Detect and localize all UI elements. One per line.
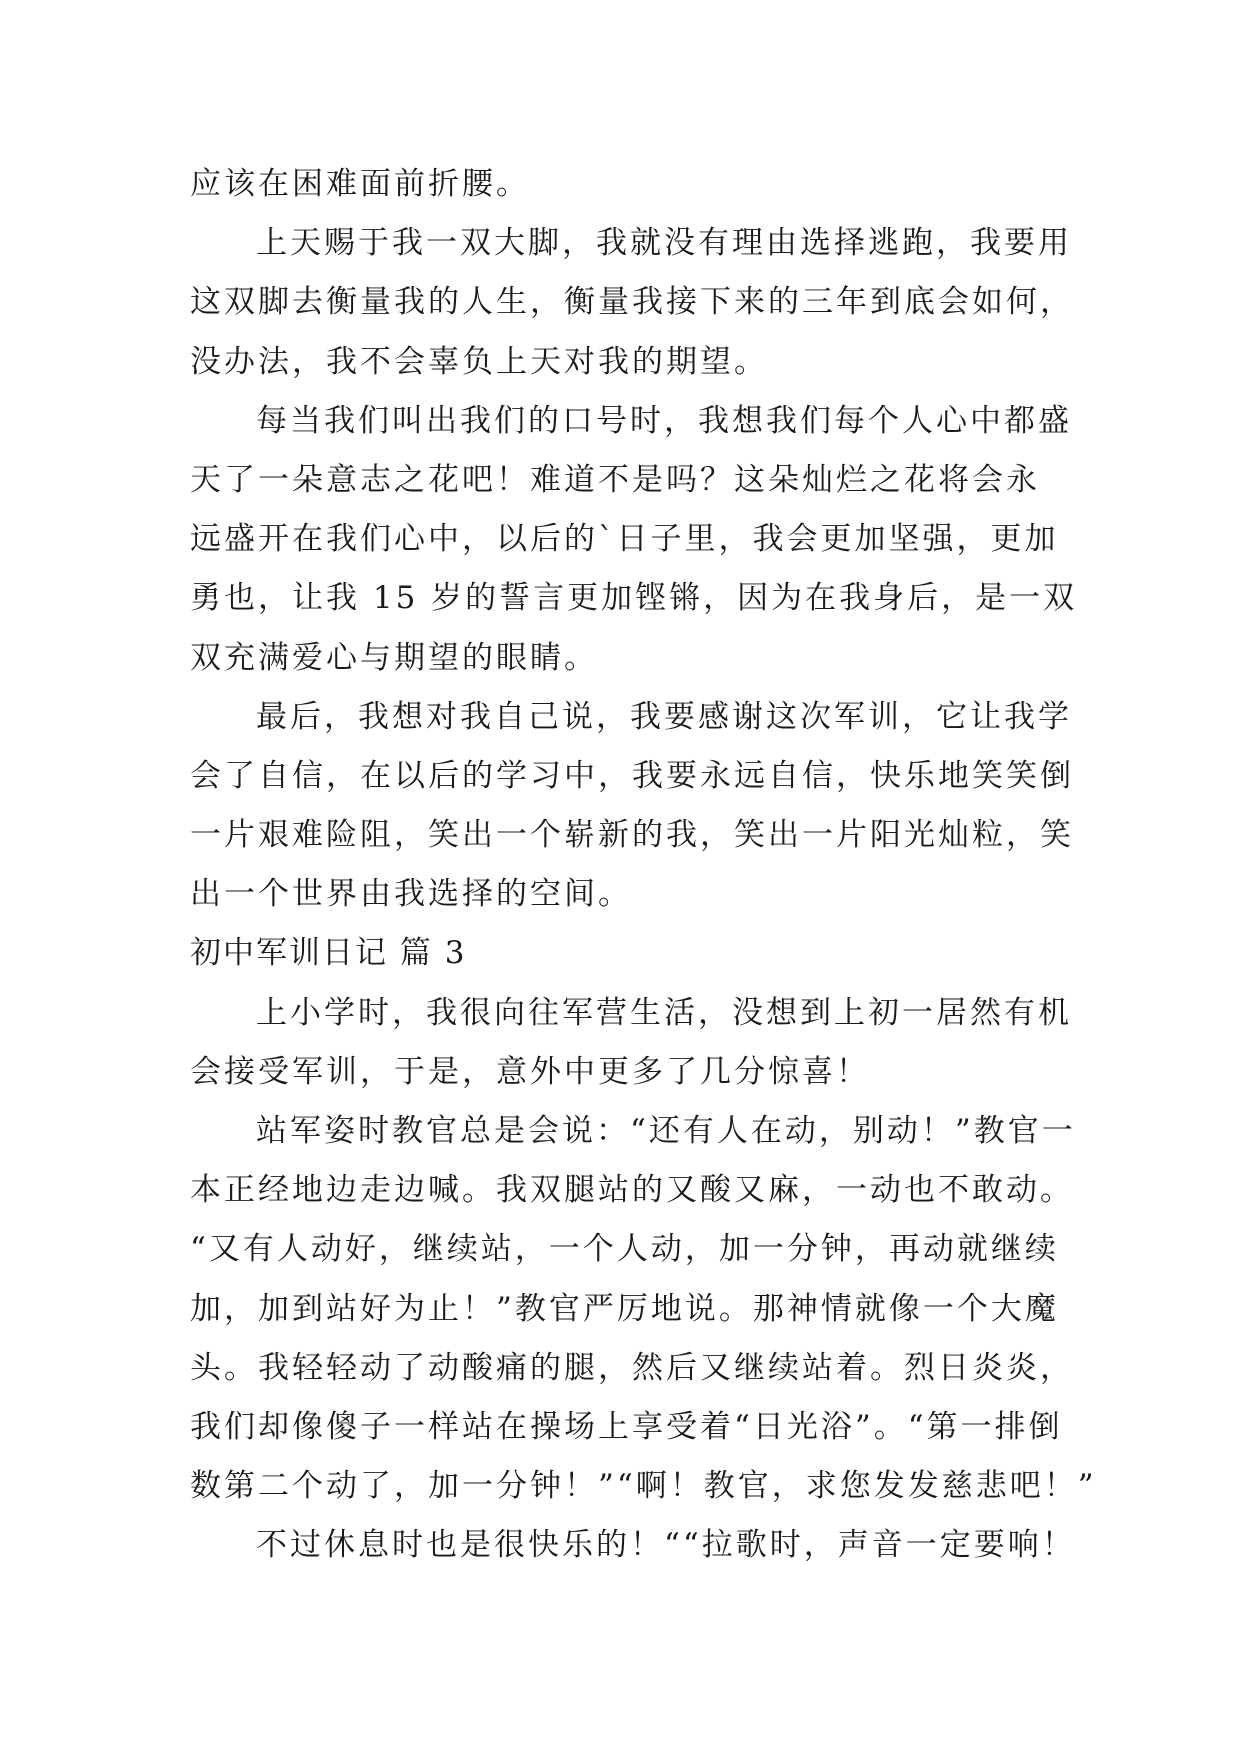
text-line: 加，加到站好为止！”教官严厉地说。那神情就像一个大魔 — [190, 1290, 1059, 1327]
paragraph-start-line: 不过休息时也是很快乐的！““拉歌时，声音一定要响！ — [256, 1527, 1076, 1564]
text-line: 勇也，让我 15 岁的誓言更加铿锵，因为在我身后，是一双 — [190, 580, 1078, 617]
section-heading: 初中军训日记 篇 3 — [190, 935, 467, 972]
text-line: 这双脚去衡量我的人生，衡量我接下来的三年到底会如何， — [190, 284, 1074, 321]
text-line: “又有人动好，继续站，一个人动，加一分钟，再动就继续 — [190, 1231, 1059, 1268]
paragraph-start-line: 上小学时，我很向往军营生活，没想到上初一居然有机 — [256, 994, 1072, 1031]
text-line: 双充满爱心与期望的眼睛。 — [190, 639, 598, 676]
text-line: 头。我轻轻动了动酸痛的腿，然后又继续站着。烈日炎炎， — [190, 1349, 1074, 1386]
text-line: 出一个世界由我选择的空间。 — [190, 876, 632, 913]
text-line: 会了自信，在以后的学习中，我要永远自信，快乐地笑笑倒 — [190, 757, 1074, 794]
text-line: 应该在困难面前折腰。 — [190, 166, 530, 202]
text-line: 我们却像傻子一样站在操场上享受着“日光浴”。“第一排倒 — [190, 1408, 1063, 1445]
text-line: 数第二个动了，加一分钟！”“啊！教官，求您发发慈悲吧！” — [190, 1468, 1097, 1505]
text-line: 远盛开在我们心中，以后的`日子里，我会更加坚强，更加 — [190, 521, 1059, 558]
body-text — [190, 155, 1097, 1576]
text-line: 会接受军训，于是，意外中更多了几分惊喜！ — [190, 1053, 870, 1090]
paragraph-start-line: 每当我们叫出我们的口号时，我想我们每个人心中都盛 — [256, 402, 1072, 439]
text-line: 一片艰难险阻，笑出一个崭新的我，笑出一片阳光灿粒，笑 — [190, 817, 1074, 854]
text-line: 没办法，我不会辜负上天对我的期望。 — [190, 343, 768, 380]
paragraph-start-line: 最后，我想对我自己说，我要感谢这次军训，它让我学 — [256, 698, 1072, 735]
paragraph-start-line: 站军姿时教官总是会说：“还有人在动，别动！”教官一 — [256, 1113, 1076, 1149]
paragraph-start-line: 上天赐于我一双大脚，我就没有理由选择逃跑，我要用 — [256, 225, 1072, 262]
text-line: 本正经地边走边喊。我双腿站的又酸又麻，一动也不敢动。 — [190, 1172, 1074, 1209]
text-line: 天了一朵意志之花吧！难道不是吗？这朵灿烂之花将会永 — [190, 461, 1040, 498]
